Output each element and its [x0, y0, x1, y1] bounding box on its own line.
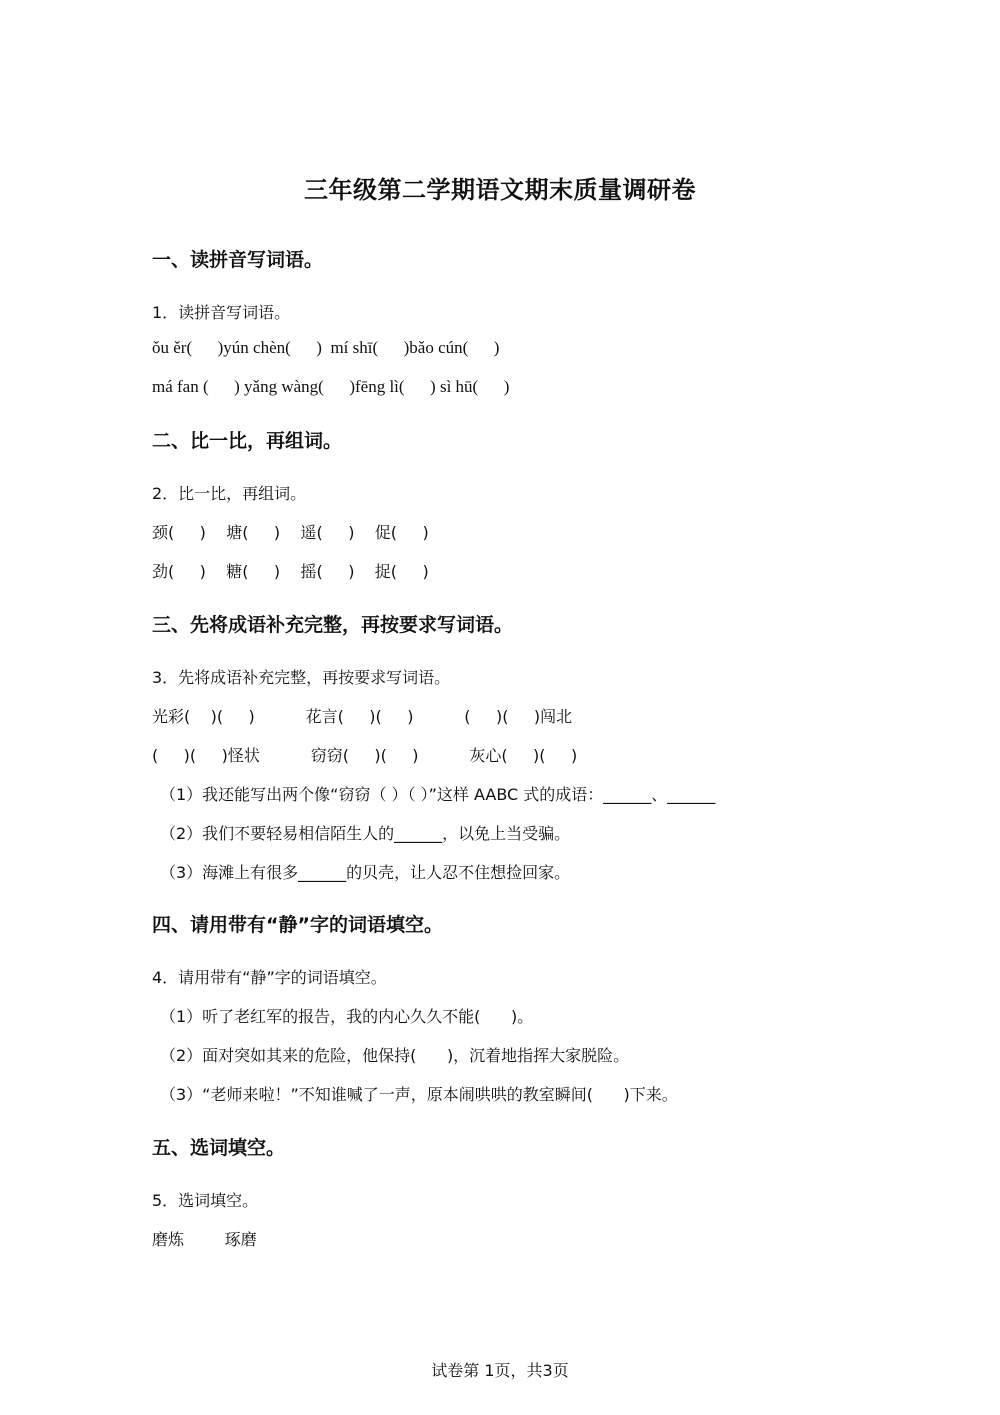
- question-3-sub-3: （3）海滩上有很多______的贝壳，让人忍不住想捡回家。: [160, 863, 571, 882]
- section-5-heading: 五、选词填空。: [152, 1137, 286, 1159]
- question-3-sub-2: （2）我们不要轻易相信陌生人的______，以免上当受骗。: [160, 824, 571, 843]
- question-4-sub-3: （3）“老师来啦！”不知谁喊了一声，原本闹哄哄的教室瞬间( )下来。: [160, 1085, 678, 1104]
- idiom-line-1: 光彩( )( ) 花言( )( ) ( )( )闯北: [152, 707, 573, 726]
- pinyin-line-2: má fan ( ) yǎng wàng( )fēng lì( ) sì hū( ): [152, 377, 510, 396]
- question-5-prompt: 5．选词填空。: [152, 1191, 259, 1210]
- page-title: 三年级第二学期语文期末质量调研卷: [304, 176, 696, 204]
- compare-line-2: 劲( ) 糖( ) 摇( ) 捉( ): [152, 562, 429, 581]
- question-1-prompt: 1．读拼音写词语。: [152, 303, 291, 322]
- word-choices: 磨炼 琢磨: [152, 1230, 257, 1249]
- section-1-heading: 一、读拼音写词语。: [152, 249, 324, 271]
- pinyin-line-1: ǒu ěr( )yún chèn( ) mí shī( )bǎo cún( ): [152, 338, 500, 357]
- question-2-prompt: 2．比一比，再组词。: [152, 484, 307, 503]
- section-4-heading: 四、请用带有“静”字的词语填空。: [152, 914, 443, 936]
- compare-line-1: 颈( ) 塘( ) 遥( ) 促( ): [152, 523, 429, 542]
- page-footer: 试卷第 1页，共3页: [431, 1361, 569, 1380]
- section-2-heading: 二、比一比，再组词。: [152, 430, 343, 452]
- idiom-line-2: ( )( )怪状 窃窃( )( ) 灰心( )( ): [152, 746, 578, 765]
- question-4-sub-2: （2）面对突如其来的危险，他保持( )，沉着地指挥大家脱险。: [160, 1046, 630, 1065]
- section-3-heading: 三、先将成语补充完整，再按要求写词语。: [152, 614, 514, 636]
- question-3-prompt: 3．先将成语补充完整，再按要求写词语。: [152, 668, 451, 687]
- question-4-sub-1: （1）听了老红军的报告，我的内心久久不能( )。: [160, 1007, 534, 1026]
- question-4-prompt: 4．请用带有“静”字的词语填空。: [152, 968, 387, 987]
- question-3-sub-1: （1）我还能写出两个像“窃窃（ ）（ ）”这样 AABC 式的成语：______、______: [160, 785, 716, 804]
